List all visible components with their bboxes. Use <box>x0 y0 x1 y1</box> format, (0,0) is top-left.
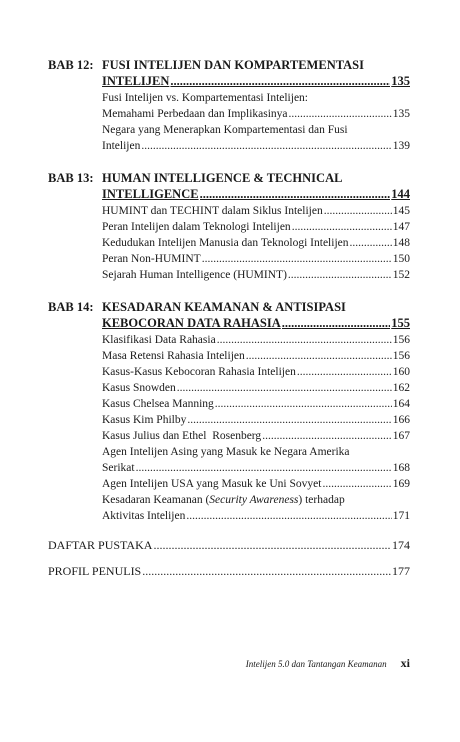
entry-page: 166 <box>392 414 410 426</box>
chapter-title-text: INTELIJEN <box>102 74 170 88</box>
entry-line2: Intelijen <box>102 140 141 152</box>
entry-text: Masa Retensi Rahasia Intelijen <box>102 350 245 362</box>
toc-entry <box>102 122 410 154</box>
entry-text: DAFTAR PUSTAKA <box>48 538 153 552</box>
entry-text: Kasus Snowden <box>102 382 176 394</box>
chapter-title-line2 <box>102 315 410 331</box>
dot-leader <box>141 138 391 154</box>
entry-page: 168 <box>392 462 410 474</box>
entry-page: 162 <box>392 382 410 394</box>
toc-entry <box>102 332 410 348</box>
dot-leader <box>292 219 392 235</box>
entry-text: Kasus-Kasus Kebocoran Rahasia Intelijen <box>102 366 296 378</box>
entry-page: 145 <box>392 205 410 217</box>
entry-page: 174 <box>392 538 410 552</box>
entry-page: 135 <box>392 108 410 120</box>
chapter-title-line2 <box>102 73 410 89</box>
entry-text: Peran Intelijen dalam Teknologi Intelijen <box>102 221 291 233</box>
toc-entry <box>102 492 410 524</box>
entry-page: 147 <box>392 221 410 233</box>
entry-page: 177 <box>392 564 410 578</box>
entry-page: 150 <box>392 253 410 265</box>
toc-entry <box>102 267 410 283</box>
chapter-title-text: INTELLIGENCE <box>102 187 199 201</box>
chapter-title-line1: FUSI INTELIJEN DAN KOMPARTEMENTASI <box>102 58 364 72</box>
entry-text: Kasus Julius dan Ethel Rosenberg <box>102 430 262 442</box>
dot-leader <box>177 380 392 396</box>
entry-page: 164 <box>392 398 410 410</box>
dot-leader <box>297 364 392 380</box>
toc-entry <box>102 219 410 235</box>
chapter-page: 135 <box>391 74 410 88</box>
dot-leader <box>153 537 391 553</box>
toc-entry <box>102 90 410 122</box>
entry-text: Sejarah Human Intelligence (HUMINT) <box>102 269 287 281</box>
dot-leader <box>246 348 392 364</box>
dot-leader <box>289 106 392 122</box>
dot-leader <box>215 396 392 412</box>
dot-leader <box>282 315 391 331</box>
entry-text: HUMINT dan TECHINT dalam Siklus Intelijen <box>102 205 323 217</box>
entry-line2: Memahami Perbedaan dan Implikasinya <box>102 108 288 120</box>
chapter-title-line2 <box>102 186 410 202</box>
entry-text: Kedudukan Intelijen Manusia dan Teknologi Intelijen <box>102 237 349 249</box>
toc-entry <box>102 412 410 428</box>
dot-leader <box>202 251 392 267</box>
entry-line2: Aktivitas Intelijen <box>102 510 186 522</box>
toc-entry <box>102 364 410 380</box>
chapter-number: BAB 12: <box>48 58 94 72</box>
entry-text: Peran Non-HUMINT <box>102 253 201 265</box>
chapter-title-text: KEBOCORAN DATA RAHASIA <box>102 316 281 330</box>
toc-profil-penulis <box>48 563 410 579</box>
dot-leader <box>262 428 392 444</box>
chapter-title-line1: HUMAN INTELLIGENCE & TECHNICAL <box>102 171 343 185</box>
dot-leader <box>142 563 391 579</box>
dot-leader <box>288 267 392 283</box>
entry-text: Klasifikasi Data Rahasia <box>102 334 216 346</box>
chapter-13 <box>48 170 410 283</box>
entry-page: 156 <box>392 334 410 346</box>
chapter-title-line1: KESADARAN KEAMANAN & ANTISIPASI <box>102 300 346 314</box>
entry-text: Agen Intelijen USA yang Masuk ke Uni Sovyet <box>102 478 322 490</box>
entry-line1: Fusi Intelijen vs. Kompartementasi Intelijen: <box>102 92 309 104</box>
chapter-page: 155 <box>391 316 410 330</box>
dot-leader <box>324 203 392 219</box>
toc-entry <box>102 235 410 251</box>
table-of-contents <box>48 57 410 589</box>
entry-page: 139 <box>392 140 410 152</box>
entry-page: 152 <box>392 269 410 281</box>
entry-line1-part: ) terhadap <box>298 494 345 506</box>
running-title: Intelijen 5.0 dan Tantangan Keamanan <box>245 659 387 669</box>
entry-page: 169 <box>392 478 410 490</box>
dot-leader <box>350 235 392 251</box>
toc-entry <box>102 444 410 476</box>
toc-entry <box>102 428 410 444</box>
entry-page: 167 <box>392 430 410 442</box>
entry-page: 156 <box>392 350 410 362</box>
entry-page: 160 <box>392 366 410 378</box>
dot-leader <box>136 460 392 476</box>
entry-text: Kasus Chelsea Manning <box>102 398 214 410</box>
dot-leader <box>322 476 391 492</box>
entry-line2: Serikat <box>102 462 135 474</box>
dot-leader <box>170 73 390 89</box>
entry-page: 148 <box>392 237 410 249</box>
entry-text: PROFIL PENULIS <box>48 564 142 578</box>
dot-leader <box>200 186 391 202</box>
chapter-14 <box>48 299 410 524</box>
page-number: xi <box>400 656 410 670</box>
page-footer <box>230 656 410 671</box>
entry-line1: Agen Intelijen Asing yang Masuk ke Negara Amerika <box>102 446 350 458</box>
chapter-12 <box>48 57 410 154</box>
dot-leader <box>217 332 392 348</box>
entry-line1 <box>102 492 410 508</box>
toc-entry <box>102 203 410 219</box>
entry-page: 171 <box>392 510 410 522</box>
toc-entry <box>102 476 410 492</box>
chapter-page: 144 <box>391 187 410 201</box>
entry-line1-part: Kesadaran Keamanan ( <box>102 494 210 506</box>
chapter-number: BAB 13: <box>48 171 94 185</box>
toc-entry <box>102 251 410 267</box>
entry-line1-italic: Security Awareness <box>209 494 299 506</box>
toc-daftar-pustaka <box>48 537 410 553</box>
dot-leader <box>186 508 391 524</box>
toc-entry <box>102 396 410 412</box>
toc-entry <box>102 380 410 396</box>
entry-text: Kasus Kim Philby <box>102 414 187 426</box>
entry-line1: Negara yang Menerapkan Kompartementasi dan Fusi <box>102 124 348 136</box>
chapter-number: BAB 14: <box>48 300 94 314</box>
toc-entry <box>102 348 410 364</box>
dot-leader <box>187 412 391 428</box>
